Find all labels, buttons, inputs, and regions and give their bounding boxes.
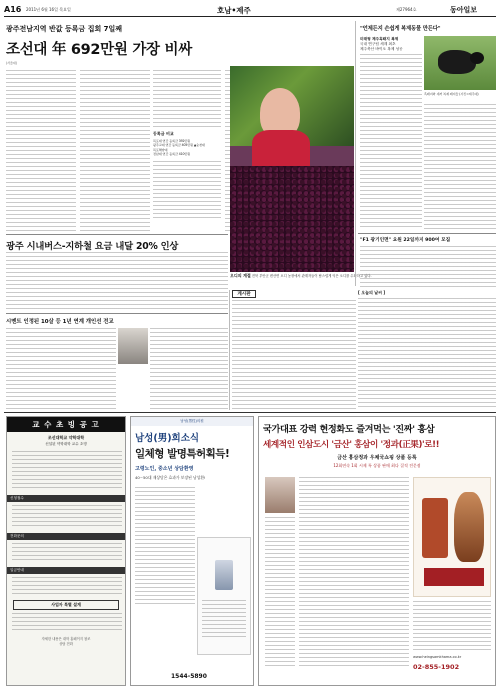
right-body-col-2 <box>424 104 496 230</box>
issue-date: 2011년 6월 16일 목요일 <box>26 7 71 12</box>
bulletin-board: 게시판 <box>232 290 356 410</box>
divider <box>358 233 496 234</box>
ginseng-ad: 국가대표 강력 현정화도 즐겨먹는 '진짜' 홍삼 세계적인 인삼도시 '금산' 홍삼이 '정과(正果)'로!! 금산 홍삼정과 우체국쇼핑 상품 등록 12회연속 1회 시제 특 상품 판매 최다 질적 전문점 www.heingsamkhama.co.kr 02-855-1902 <box>258 416 496 686</box>
table-row: 목포해양대 <box>153 147 168 152</box>
divider <box>6 234 228 235</box>
table-row-title: 등록금 비교 <box>153 131 174 136</box>
lead-fee-table <box>153 70 221 232</box>
hospital-big: 일체형 발명특허획득! <box>135 448 230 460</box>
lead-kicker: 광주전남지역 반값 등록금 집회 7일째 <box>6 25 123 33</box>
story2-body <box>6 252 228 310</box>
hospital-ad: 남성(男性)의원 남성(男)희소식 일체형 발명특허획득! 고령노인, 중소년 상담환영 40~50대 재상담은 효과가 보장된 남성환! 1544-5890 <box>130 416 254 686</box>
athlete-photo <box>265 477 295 513</box>
hospital-phone: 1544-5890 <box>171 673 207 680</box>
divider <box>6 313 228 314</box>
ginseng-big: 세계적인 인삼도시 '금산' 홍삼이 '정과(正果)'로!! <box>263 440 440 450</box>
ginseng-title: 국가대표 강력 현정화도 즐겨먹는 '진짜' 홍삼 <box>263 424 435 435</box>
weather-brief: [ 오늘의 날씨 ] <box>358 290 496 410</box>
ginseng-body-right <box>413 601 491 651</box>
pig-photo <box>424 36 496 90</box>
column-rule <box>229 290 230 410</box>
paper-name: 동아일보 <box>450 5 478 14</box>
ginseng-url: www.heingsamkhama.co.kr <box>413 655 462 659</box>
right-subheads: 미래형 제주흑돼지 복제 국내 연구팀 세계 최초 제주축산 바이오 복제 성공 <box>360 37 403 51</box>
page-number: A16 <box>4 5 22 14</box>
ads-divider <box>4 412 496 413</box>
person-photo <box>118 328 148 364</box>
classified-title: 교 수 초 빙 공 고 <box>7 417 125 432</box>
edition-number: 제27964호 <box>396 7 417 12</box>
table-row: 광주교대 연간 등록금 405만원 ▲순천대 <box>153 143 205 148</box>
story2-headline: 광주 시내버스-지하철 요금 내달 20% 인상 <box>6 241 179 252</box>
column-rule <box>355 21 356 286</box>
story3-body <box>6 328 116 410</box>
product-box <box>197 537 251 655</box>
right-story2-headline: "F1 광기인면" 요원 22일까지 900여 모집 <box>360 238 451 243</box>
table-row: 목포대 연간 등록금 392만원 <box>153 139 191 143</box>
lead-body-col-1 <box>6 70 76 232</box>
ginseng-body <box>299 477 409 667</box>
lead-byline: (서울대) <box>6 61 17 65</box>
table-row: 전남대 연간 등록금 410만원 <box>153 152 191 157</box>
right-body-col-1 <box>360 54 422 230</box>
section-title: 호남•제주 <box>217 6 251 15</box>
hospital-title: 남성(男)희소식 <box>135 433 200 444</box>
right-quote-headline: "언제든지 손쉽게 복제동물 만든다" <box>360 26 441 32</box>
classified-ad: 교 수 초 빙 공 고 조선대학교 약학대학 신설된 약학대학 교수 초빙 신청접수 전화문의 입금안내 사업자 특별 설계 자세한 내용은 대학 홈페이지 참조 상담 전화 <box>6 416 126 686</box>
ginseng-product <box>413 477 491 597</box>
ginseng-phone: 02-855-1902 <box>413 663 460 671</box>
story3-body-2 <box>150 328 228 410</box>
pig-photo-caption: 흑돼지와 새끼 복제 돼지들 (사진=제주대) <box>424 92 479 96</box>
lead-body-col-2 <box>80 70 150 232</box>
masthead <box>4 4 496 17</box>
lead-headline: 조선대 年 692만원 가장 비싸 <box>6 42 192 58</box>
ginseng-body-left <box>265 517 295 667</box>
photo-caption: 오디의 계절 전북 부안군 변산면 오디 농장에서 관계자들이 탐스럽게 익은 오디를 수확하고 있다. <box>230 273 372 278</box>
right-story2-body <box>360 246 496 288</box>
mulberry-photo <box>230 66 354 272</box>
story3-headline: 시멘트 인정된 10살 등 1년 연계 개인선 전교 <box>6 319 114 325</box>
